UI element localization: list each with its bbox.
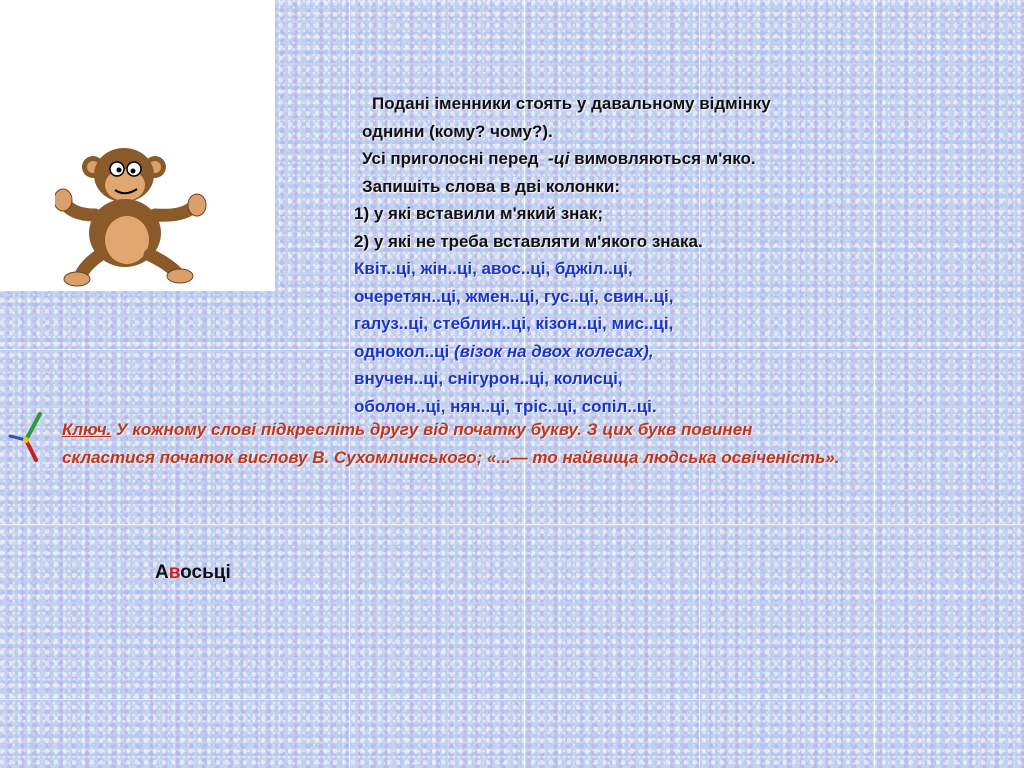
key-line: [62, 416, 1012, 444]
word-list-line: Квіт..ці, жін..ці, авос..ці, бджіл..ці,: [354, 259, 633, 278]
intro-line: однини (кому? чому?).: [362, 121, 553, 141]
answer-prefix: А: [155, 562, 169, 583]
grid-line: [0, 524, 1024, 525]
rule-text: Усі приголосні перед: [362, 149, 539, 168]
word-list-line: оболон..ці, нян..ці, тріс..ці, сопіл..ці.: [354, 396, 657, 416]
word-note: (візок на двох колесах),: [454, 341, 654, 361]
grid-line: [349, 0, 350, 768]
word-list-line: галуз..ці, стеблин..ці, кізон..ці, мис..ці,: [354, 314, 674, 333]
suffix-highlight: -ці: [548, 149, 570, 168]
monkey-image-panel: [0, 0, 275, 291]
intro-line: Подані іменники стоять у давальному відмінку: [372, 94, 771, 113]
task-text: [354, 90, 994, 420]
answer-highlight: в: [168, 562, 181, 583]
rule-text: вимовляються м'яко.: [574, 149, 756, 168]
word-list-line: очеретян..ці, жмен..ці, гус..ці, свин..ці,: [354, 286, 674, 306]
option-line: 2) у які не треба вставляти м'якого знака.: [354, 231, 703, 251]
word-list-text: однокол..ці: [354, 341, 450, 361]
answer-suffix: осьці: [180, 562, 231, 583]
pointer-icon: [6, 408, 46, 468]
key-line: скластися початок вислову В. Сухомлинського; «...— то найвища людська освіченість».: [62, 448, 840, 467]
answer-word: [155, 562, 231, 584]
option-line: 1) у які вставили м'який знак;: [354, 204, 604, 223]
word-list-line: внучен..ці, снігурон..ці, колисці,: [354, 369, 623, 388]
key-hint: [62, 416, 1012, 472]
instruction-line: Запишіть слова в дві колонки:: [362, 176, 620, 196]
word-list-line: [354, 338, 994, 366]
monkey-clipart: [55, 145, 215, 290]
key-label: Ключ.: [62, 420, 112, 439]
key-text: У кожному слові підкресліть другу від початку букву. З цих букв повинен: [111, 420, 753, 439]
rule-line: [354, 145, 994, 173]
grid-line: [0, 699, 1024, 700]
